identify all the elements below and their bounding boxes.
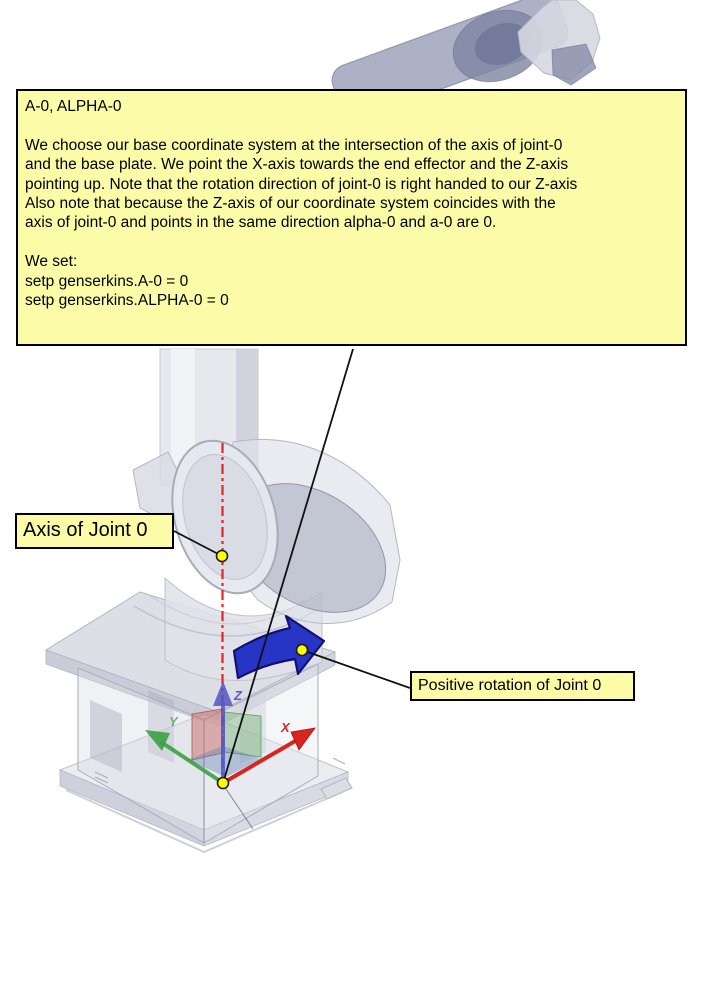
annotation-set-line: setp genserkins.A-0 = 0 (25, 272, 189, 290)
annotation-title: A-0, ALPHA-0 (25, 98, 122, 115)
annotation-body-line: pointing up. Note that the rotation direction of joint-0 is right handed to our Z-axis (25, 175, 578, 193)
z-axis-label: Z (234, 688, 242, 703)
base-mark (333, 758, 345, 764)
annotation-set-intro: We set: (25, 253, 78, 271)
annotation-set-line: setp genserkins.ALPHA-0 = 0 (25, 292, 229, 310)
rotation-point-marker (297, 645, 308, 656)
annotation-body-line: axis of joint-0 and points in the same direction alpha-0 and a-0 are 0. (25, 214, 497, 232)
annotation-body-line: and the base plate. We point the X-axis towards the end effector and the Z-axis (25, 156, 569, 174)
axis-of-joint-label: Axis of Joint 0 (15, 513, 174, 549)
positive-rotation-label: Positive rotation of Joint 0 (410, 671, 635, 701)
y-axis-label: Y (169, 714, 178, 729)
annotation-body-line: We choose our base coordinate system at the intersection of the axis of joint-0 (25, 136, 563, 154)
spacer (25, 233, 679, 252)
origin-point-marker (218, 778, 229, 789)
x-axis-label: X (281, 720, 290, 735)
axis-point-marker (217, 551, 228, 562)
spacer (25, 116, 679, 135)
annotation-body-line: Also note that because the Z-axis of our coordinate system coincides with the (25, 195, 556, 213)
annotation-box (16, 89, 687, 346)
